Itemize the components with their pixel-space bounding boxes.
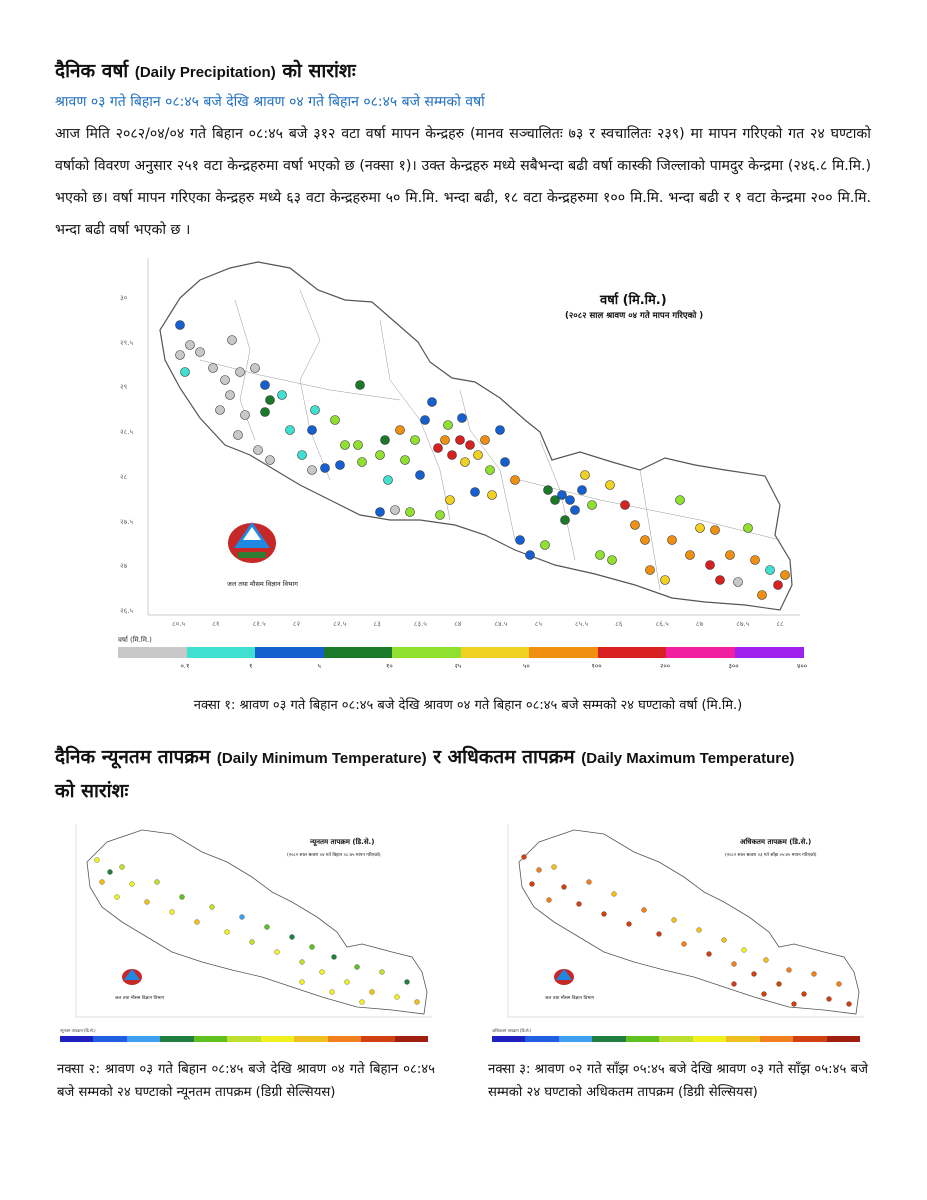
legend-swatch <box>525 1036 559 1042</box>
legend-tick: २५ <box>454 662 462 670</box>
y-tick: २९ <box>120 383 128 392</box>
map2-subtitle: (२०८२ साल श्रावण ०४ गते बिहान ०८:४५ मापन गरिएको) <box>287 853 381 858</box>
legend-tick: ५० <box>523 662 530 670</box>
map2-agency: जल तथा मौसम विज्ञान विभाग <box>115 996 165 1001</box>
map3-subtitle: (२०८२ साल श्रावण ०३ गते साँझ ०५:४५ मापन गरिएको) <box>725 853 817 858</box>
legend-swatch <box>726 1036 760 1042</box>
heading-np2: को सारांशः <box>282 60 356 82</box>
map1-caption: नक्सा १: श्रावण ०३ गते बिहान ०८:४५ बजे देखि श्रावण ०४ गते बिहान ०८:४५ बजे सम्मको २४ घण्टाको वर्षा (मि.मि.) <box>193 698 743 713</box>
heading-np1: दैनिक वर्षा <box>55 60 129 82</box>
legend-tick: २०० <box>660 662 671 670</box>
x-tick: ८४.५ <box>494 620 508 628</box>
legend-tick: ३०० <box>728 662 739 670</box>
x-tick: ८७.५ <box>736 620 750 628</box>
legend-swatch <box>127 1036 161 1042</box>
legend-swatch <box>492 1036 526 1042</box>
y-tick: २७.५ <box>120 517 134 526</box>
heading2-en1: (Daily Minimum Temperature) <box>216 750 427 767</box>
legend-swatch <box>559 1036 593 1042</box>
legend-swatch <box>760 1036 794 1042</box>
legend-swatch <box>60 1036 94 1042</box>
y-tick: ३० <box>120 294 128 302</box>
y-tick: २६.५ <box>120 606 134 615</box>
legend-swatch <box>793 1036 827 1042</box>
x-tick: ८८ <box>776 620 784 628</box>
heading2-np2: र अधिकतम तापक्रम <box>433 746 575 768</box>
legend-tick: ०.१ <box>180 662 190 670</box>
legend-swatch <box>395 1036 429 1042</box>
x-tick: ८६.५ <box>655 620 669 628</box>
legend-swatch <box>93 1036 127 1042</box>
x-tick: ८४ <box>454 620 462 628</box>
legend-tick: ५ <box>317 662 321 670</box>
map1-agency: जल तथा मौसम विज्ञान विभाग <box>227 580 298 588</box>
legend-swatch <box>261 1036 295 1042</box>
x-tick: ८७ <box>695 620 704 628</box>
heading-en: (Daily Precipitation) <box>134 64 276 81</box>
y-tick: २८ <box>120 472 128 481</box>
map1-subtitle: (२०८२ साल श्रावण ०४ गते मापन गरिएको ) <box>565 311 704 321</box>
map3-title: अधिकतम तापक्रम (डि.से.) <box>740 838 812 846</box>
x-tick: ८१.५ <box>252 620 266 628</box>
legend-label: वर्षा (मि.मि.) <box>118 636 152 644</box>
legend-swatch <box>693 1036 727 1042</box>
map2-caption: नक्सा २: श्रावण ०३ गते बिहान ०८:४५ बजे देखि श्रावण ०४ गते बिहान ०८:४५ बजे सम्मको २४ घण्टाको न्यूनतम तापक्रम (डिग्री सेल्सियस) <box>57 1062 435 1100</box>
legend-tick: १०० <box>591 662 602 670</box>
x-tick: ८६ <box>615 620 623 628</box>
legend-swatch <box>160 1036 194 1042</box>
legend-swatch <box>827 1036 861 1042</box>
legend-swatch <box>361 1036 395 1042</box>
section1-paragraph: आज मिति २०८२/०४/०४ गते बिहान ०८:४५ बजे ३१२ वटा वर्षा मापन केन्द्रहरु (मानव सञ्चालितः ७३ र स्वचालितः २३९) मा मापन गरिएको गत २४ घण्टाको वर्षाको विवरण अनुसार २५१ वटा केन्द्रहरुमा वर्षा भएको छ (नक्सा १)। उक्त केन्द्रहरु मध्ये सबैभन्दा बढी वर्षा कास्की जिल्लाको पामदुर केन्द्रमा (२४६.८ मि.मि.) भएको छ। वर्षा मापन गरिएका केन्द्रहरु मध्ये ६३ वटा केन्द्रहरुमा ५० मि.मि. भन्दा बढी, १८ वटा केन्द्रहरुमा १०० मि.मि. भन्दा बढी र १ वटा केन्द्रमा २०० मि.मि. भन्दा बढी वर्षा भएको छ । <box>55 126 871 238</box>
y-tick: २८.५ <box>120 428 134 437</box>
x-tick: ८५.५ <box>575 620 589 628</box>
x-tick: ८३ <box>373 620 381 628</box>
x-tick: ८२.५ <box>333 620 347 628</box>
legend-tick: १ <box>249 662 253 670</box>
heading2-en2: (Daily Maximum Temperature) <box>581 750 795 767</box>
x-tick: ८१ <box>212 620 220 628</box>
map3-legend-label: अधिकतम तापक्रम (डि.से.) <box>492 1028 532 1033</box>
legend-swatch <box>659 1036 693 1042</box>
legend-swatch <box>194 1036 228 1042</box>
heading2-np1: दैनिक न्यूनतम तापक्रम <box>55 746 211 768</box>
x-tick: ८२ <box>292 620 301 628</box>
map3-caption: नक्सा ३: श्रावण ०२ गते साँझ ०५:४५ बजे देखि श्रावण ०३ गते साँझ ०५:४५ बजे सम्मको २४ घण्टाको अधिकतम तापक्रम (डिग्री सेल्सियस) <box>488 1062 868 1100</box>
legend-tick: ४०० <box>797 662 808 670</box>
x-tick: ८०.५ <box>172 620 186 628</box>
map2-legend-label: न्यूनतम तापक्रम (डि.से.) <box>60 1028 96 1033</box>
legend-swatch <box>592 1036 626 1042</box>
legend-tick: १० <box>386 662 393 670</box>
map1-title: वर्षा (मि.मि.) <box>600 293 667 308</box>
legend-swatch <box>294 1036 328 1042</box>
section1-subheading: श्रावण ०३ गते बिहान ०८:४५ बजे देखि श्रावण ०४ गते बिहान ०८:४५ बजे सम्मको वर्षा <box>55 94 485 110</box>
y-tick: २७ <box>120 562 128 571</box>
heading2-np3: को सारांशः <box>55 780 129 802</box>
x-tick: ८३.५ <box>413 620 427 628</box>
legend-swatch <box>227 1036 261 1042</box>
x-tick: ८५ <box>534 620 542 628</box>
map2-title: न्यूनतम तापक्रम (डि.से.) <box>310 838 375 846</box>
legend-swatch <box>328 1036 362 1042</box>
map3-agency: जल तथा मौसम विज्ञान विभाग <box>545 996 595 1001</box>
y-tick: २९.५ <box>120 338 134 347</box>
legend-swatch <box>626 1036 660 1042</box>
